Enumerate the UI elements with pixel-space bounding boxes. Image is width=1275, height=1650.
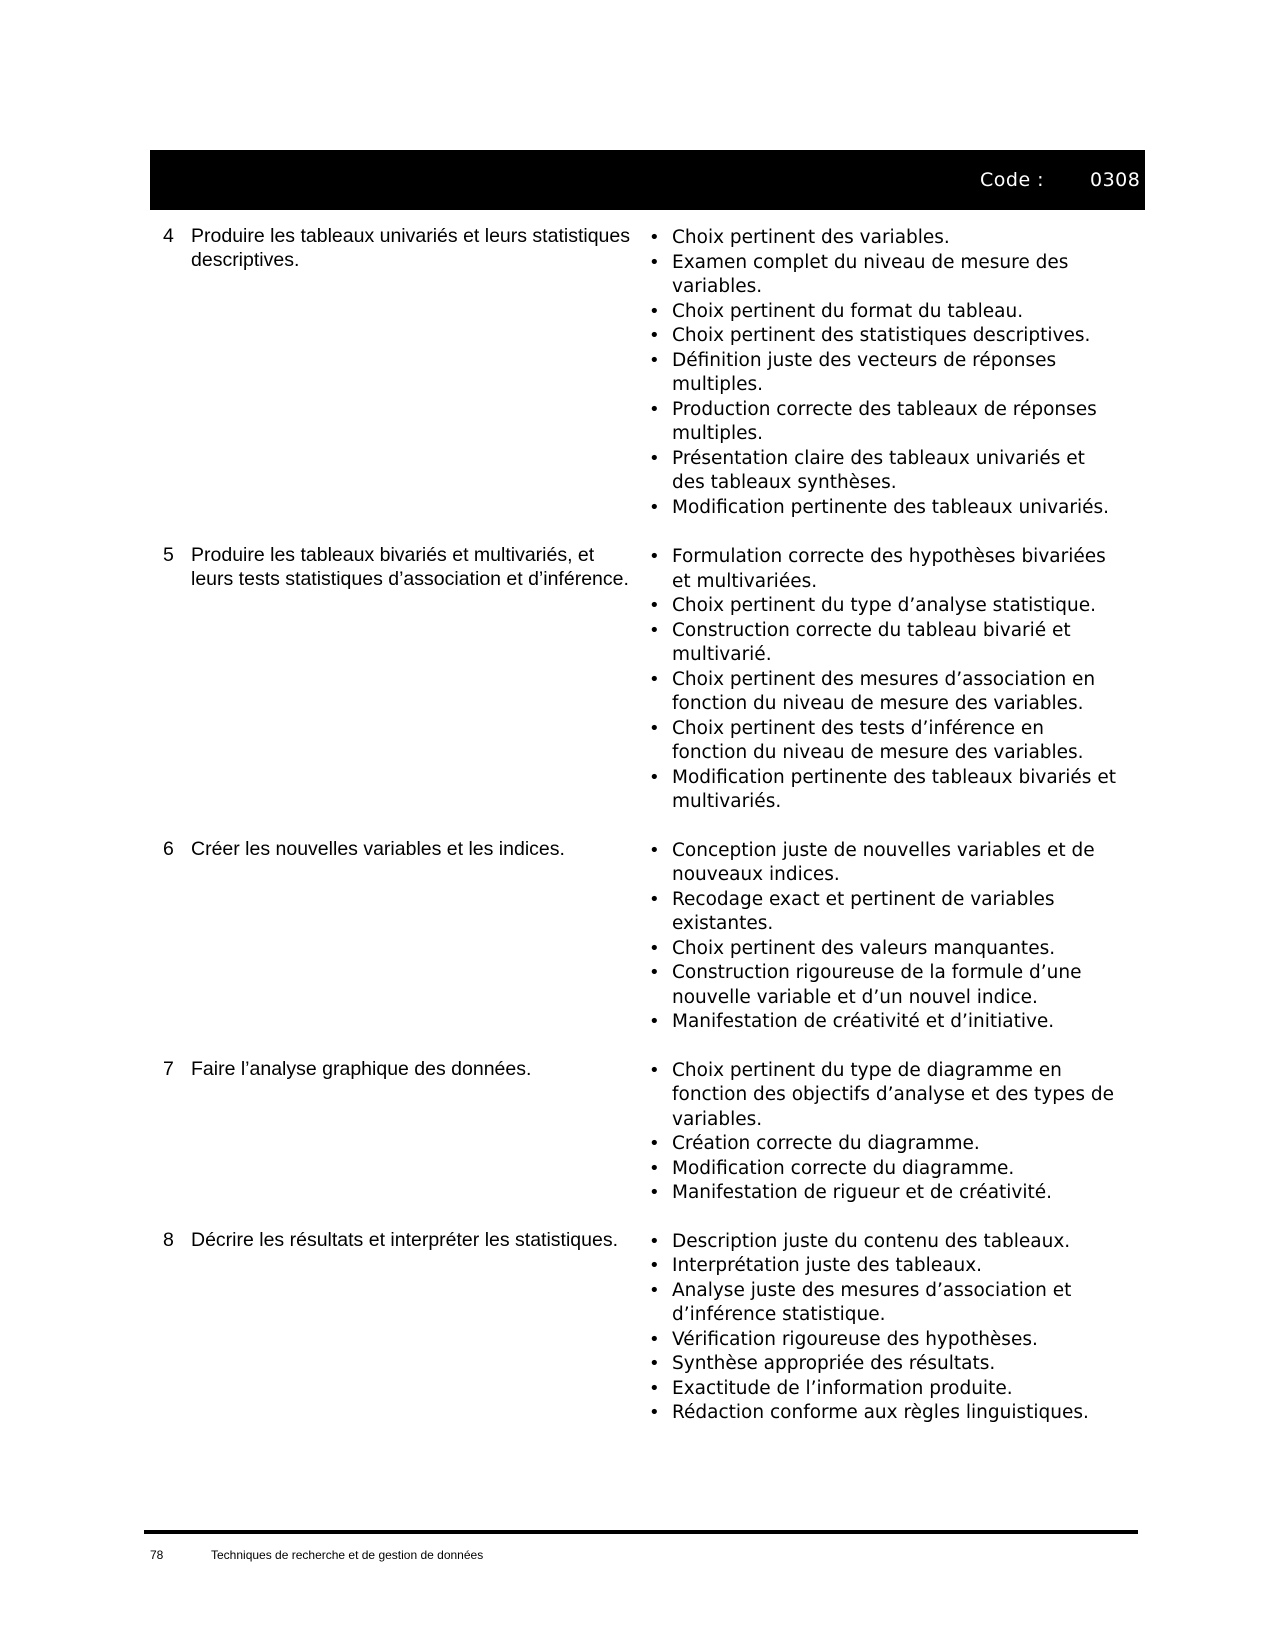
criteria-item	[641, 1401, 1121, 1426]
criteria-item	[641, 1059, 1121, 1133]
criteria-text: Manifestation de créativité et d’initiative.	[672, 1011, 1055, 1032]
criteria-item	[641, 766, 1121, 815]
element-number: 8	[163, 1228, 174, 1251]
criteria-text: Présentation claire des tableaux univariés et des tableaux synthèses.	[672, 447, 1085, 493]
criteria-text: Description juste du contenu des tableaux.	[672, 1230, 1071, 1252]
bullet-icon: •	[649, 1279, 660, 1301]
criteria-item	[641, 888, 1121, 937]
criteria-cell	[641, 839, 1121, 1035]
criteria-item	[641, 496, 1121, 521]
criteria-item	[641, 251, 1121, 300]
element-row	[150, 543, 1145, 815]
bullet-icon: •	[649, 227, 660, 248]
criteria-list	[641, 1059, 1121, 1206]
criteria-item	[641, 937, 1121, 962]
criteria-text: Choix pertinent des mesures d’association en fonction du niveau de mesure des variables.	[672, 668, 1096, 714]
criteria-text: Choix pertinent du format du tableau.	[672, 300, 1024, 322]
element-text: Décrire les résultats et interpréter les statistiques.	[191, 1228, 619, 1251]
criteria-text: Interprétation juste des tableaux.	[672, 1255, 983, 1276]
bullet-icon: •	[649, 1059, 660, 1081]
bullet-icon: •	[649, 595, 660, 616]
criteria-item	[641, 717, 1121, 766]
criteria-item	[641, 226, 1121, 251]
bullet-icon: •	[649, 496, 660, 518]
bullet-icon: •	[649, 668, 660, 690]
bullet-icon: •	[649, 300, 660, 322]
criteria-text: Définition juste des vecteurs de réponses multiples.	[672, 349, 1057, 395]
criteria-item	[641, 1010, 1121, 1035]
criteria-item	[641, 447, 1121, 496]
bullet-icon: •	[649, 766, 660, 788]
criteria-cell	[641, 1059, 1121, 1206]
criteria-cell	[641, 1230, 1121, 1426]
element-text: Produire les tableaux univariés et leurs statistiques descriptives.	[191, 225, 630, 271]
criteria-text: Formulation correcte des hypothèses bivariées et multivariées.	[672, 546, 1106, 592]
bullet-icon: •	[649, 1377, 660, 1399]
element-row	[150, 1057, 1145, 1206]
criteria-item	[641, 594, 1121, 619]
bullet-icon: •	[649, 888, 660, 910]
criteria-item	[641, 1132, 1121, 1157]
criteria-text: Exactitude de l’information produite.	[672, 1377, 1013, 1399]
criteria-item	[641, 1279, 1121, 1328]
bullet-icon: •	[649, 839, 660, 861]
footer-title: Techniques de recherche et de gestion de données	[211, 1548, 484, 1562]
element-cell	[150, 1057, 638, 1206]
element-cell	[150, 1228, 638, 1426]
bullet-icon: •	[649, 325, 660, 346]
criteria-text: Examen complet du niveau de mesure des variables.	[672, 251, 1069, 297]
criteria-text: Synthèse appropriée des résultats.	[672, 1353, 996, 1374]
bullet-icon: •	[649, 1230, 660, 1252]
element-cell	[150, 224, 638, 520]
bullet-icon: •	[649, 1328, 660, 1350]
element-row	[150, 837, 1145, 1035]
criteria-item	[641, 619, 1121, 668]
criteria-item	[641, 1377, 1121, 1402]
criteria-item	[641, 1230, 1121, 1255]
criteria-list	[641, 545, 1121, 815]
code-value: 0308	[1090, 169, 1141, 191]
criteria-text: Recodage exact et pertinent de variables existantes.	[672, 888, 1055, 934]
criteria-item	[641, 1254, 1121, 1279]
footer-rule	[144, 1530, 1138, 1534]
code-label: Code :	[980, 169, 1045, 191]
criteria-item	[641, 961, 1121, 1010]
criteria-item	[641, 1328, 1121, 1353]
criteria-item	[641, 300, 1121, 325]
criteria-text: Choix pertinent des valeurs manquantes.	[672, 937, 1056, 959]
criteria-text: Rédaction conforme aux règles linguistiques.	[672, 1402, 1089, 1423]
criteria-list	[641, 1230, 1121, 1426]
criteria-item	[641, 839, 1121, 888]
bullet-icon: •	[649, 546, 660, 567]
criteria-text: Manifestation de rigueur et de créativité.	[672, 1182, 1053, 1203]
bullet-icon: •	[649, 251, 660, 273]
bullet-icon: •	[649, 1255, 660, 1276]
criteria-text: Vérification rigoureuse des hypothèses.	[672, 1328, 1038, 1350]
bullet-icon: •	[649, 937, 660, 959]
criteria-item	[641, 1181, 1121, 1206]
criteria-text: Production correcte des tableaux de réponses multiples.	[672, 398, 1097, 444]
element-number: 5	[163, 544, 174, 566]
criteria-text: Création correcte du diagramme.	[672, 1133, 980, 1154]
criteria-text: Choix pertinent du type d’analyse statistique.	[672, 595, 1096, 616]
header-bar	[150, 150, 1145, 210]
element-number: 7	[163, 1057, 174, 1080]
criteria-text: Construction rigoureuse de la formule d’une nouvelle variable et d’un nouvel indice.	[672, 962, 1082, 1008]
element-row	[150, 1228, 1145, 1426]
bullet-icon: •	[649, 619, 660, 641]
element-cell	[150, 837, 638, 1035]
criteria-cell	[641, 545, 1121, 815]
criteria-item	[641, 398, 1121, 447]
bullet-icon: •	[649, 1182, 660, 1203]
criteria-text: Choix pertinent des tests d’inférence en fonction du niveau de mesure des variables.	[672, 717, 1084, 763]
bullet-icon: •	[649, 717, 660, 739]
criteria-item	[641, 545, 1121, 594]
criteria-text: Conception juste de nouvelles variables et de nouveaux indices.	[672, 839, 1095, 885]
element-text: Créer les nouvelles variables et les indices.	[191, 837, 565, 860]
element-text: Produire les tableaux bivariés et multivariés, et leurs tests statistiques d’association et d’inférence.	[191, 544, 629, 590]
criteria-text: Choix pertinent des statistiques descriptives.	[672, 325, 1091, 346]
criteria-text: Choix pertinent du type de diagramme en fonction des objectifs d’analyse et des types de variables.	[672, 1059, 1115, 1130]
element-number: 6	[163, 837, 174, 860]
bullet-icon: •	[649, 1157, 660, 1179]
criteria-cell	[641, 226, 1121, 520]
element-text: Faire l’analyse graphique des données.	[191, 1057, 532, 1080]
criteria-text: Modification pertinente des tableaux bivariés et multivariés.	[672, 766, 1116, 812]
bullet-icon: •	[649, 962, 660, 983]
criteria-text: Analyse juste des mesures d’association et d’inférence statistique.	[672, 1279, 1072, 1325]
criteria-list	[641, 226, 1121, 520]
criteria-list	[641, 839, 1121, 1035]
element-cell	[150, 543, 638, 815]
page-number: 78	[150, 1548, 164, 1562]
bullet-icon: •	[649, 447, 660, 469]
criteria-text: Modification pertinente des tableaux univariés.	[672, 496, 1110, 518]
criteria-item	[641, 1157, 1121, 1182]
criteria-text: Construction correcte du tableau bivarié et multivarié.	[672, 619, 1071, 665]
criteria-text: Choix pertinent des variables.	[672, 227, 950, 248]
criteria-item	[641, 1352, 1121, 1377]
bullet-icon: •	[649, 349, 660, 371]
bullet-icon: •	[649, 1353, 660, 1374]
bullet-icon: •	[649, 1133, 660, 1154]
criteria-text: Modification correcte du diagramme.	[672, 1157, 1015, 1179]
criteria-item	[641, 349, 1121, 398]
criteria-item	[641, 324, 1121, 349]
content-table	[150, 224, 1145, 1426]
bullet-icon: •	[649, 398, 660, 420]
bullet-icon: •	[649, 1011, 660, 1032]
element-number: 4	[163, 225, 174, 247]
bullet-icon: •	[649, 1402, 660, 1423]
criteria-item	[641, 668, 1121, 717]
element-row	[150, 224, 1145, 520]
